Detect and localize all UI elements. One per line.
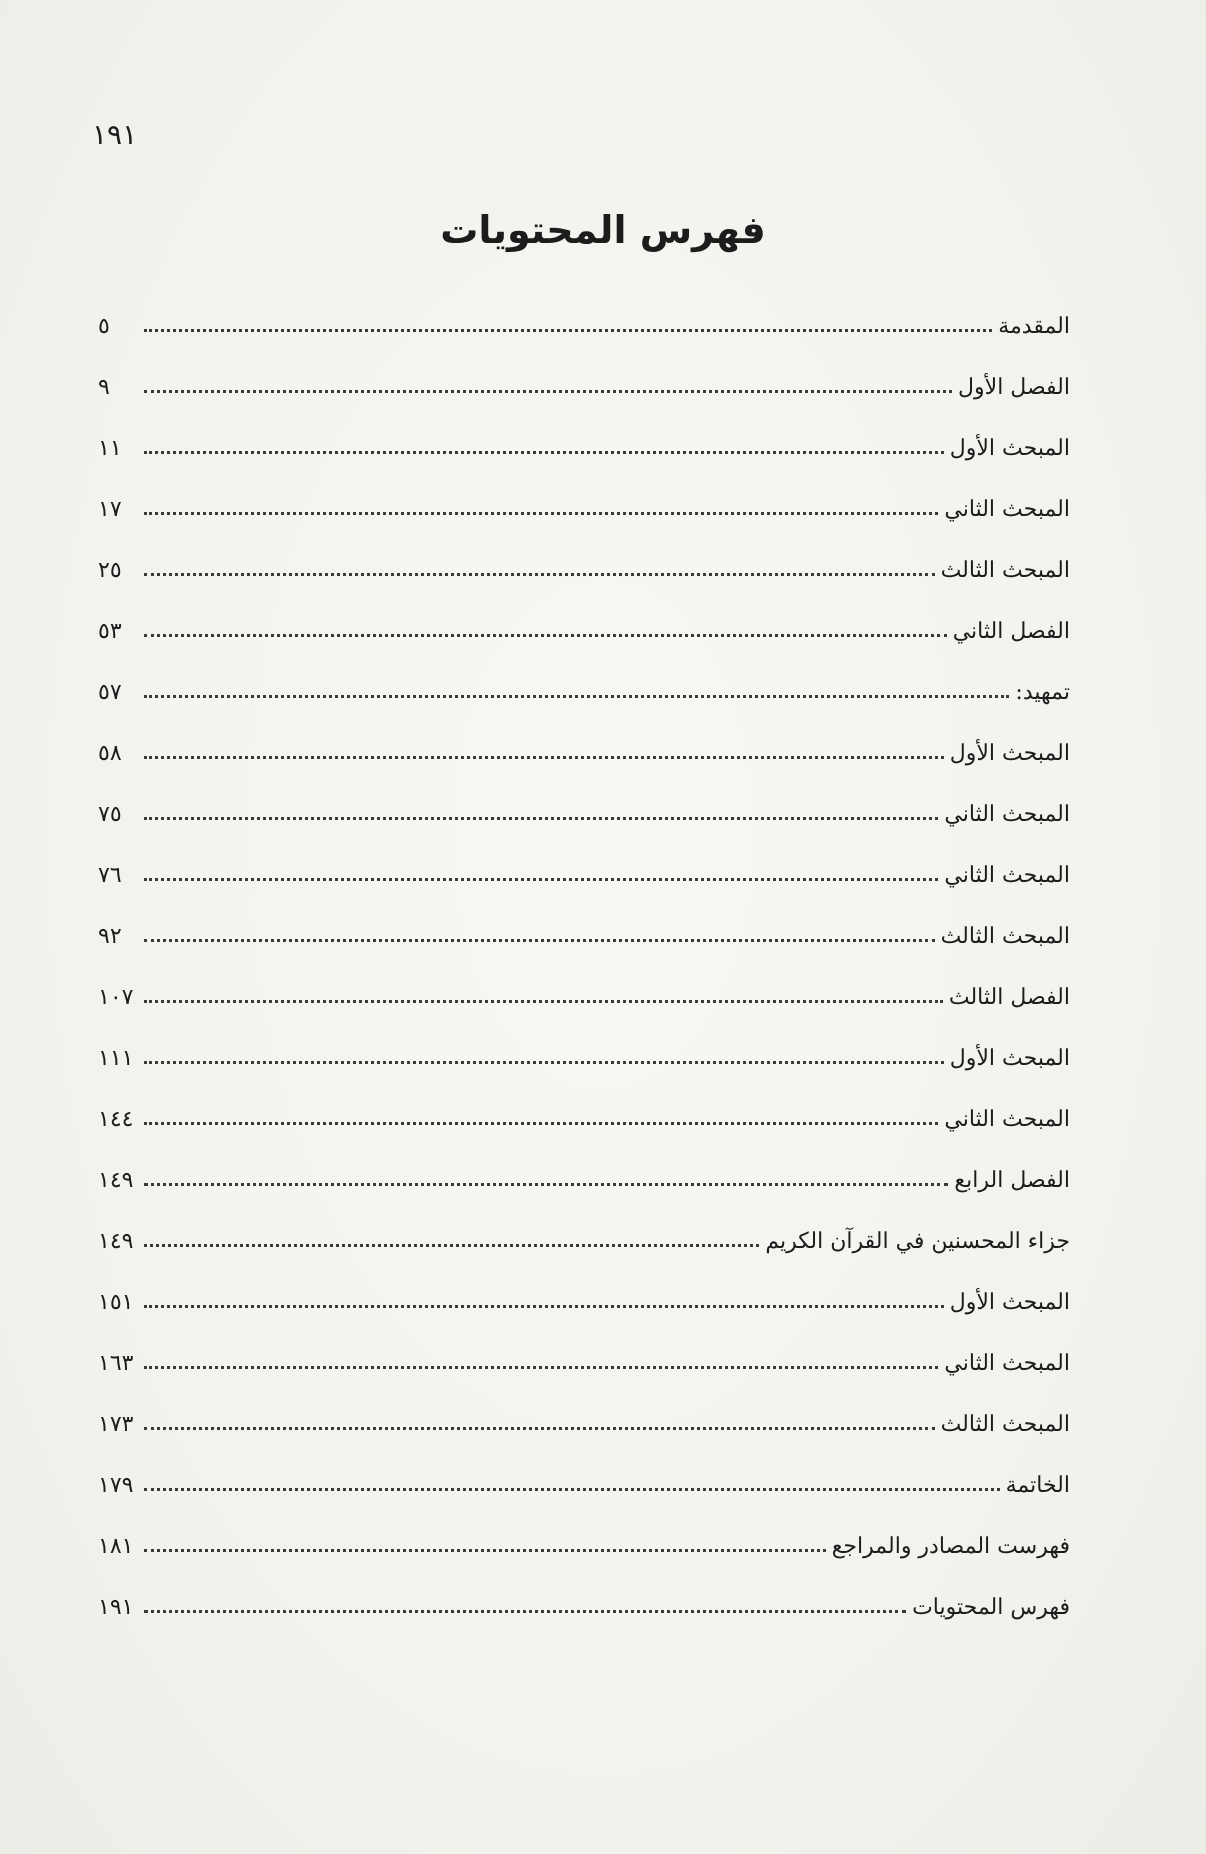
- toc-entry-page: ١٤٩: [98, 1229, 134, 1254]
- toc-dot-leader: [144, 1549, 826, 1552]
- toc-dot-leader: [144, 1366, 938, 1369]
- toc-entry: [98, 1193, 1070, 1254]
- toc-dot-leader: [144, 878, 938, 881]
- toc-dot-leader: [144, 1610, 906, 1613]
- toc-dot-leader: [144, 390, 952, 393]
- toc-entry: [98, 278, 1070, 339]
- table-of-contents: [98, 278, 1070, 1620]
- toc-entry-label: فهرست المصادر والمراجع: [831, 1534, 1070, 1559]
- toc-entry: [98, 461, 1070, 522]
- toc-entry-label: المبحث الثاني: [944, 802, 1070, 827]
- toc-entry-label: المبحث الأول: [949, 1046, 1070, 1071]
- toc-entry: [98, 1071, 1070, 1132]
- toc-entry-label: المبحث الثالث: [940, 924, 1070, 949]
- toc-entry: [98, 1559, 1070, 1620]
- toc-entry-page: ٧٦: [98, 863, 122, 888]
- toc-entry: [98, 1254, 1070, 1315]
- toc-dot-leader: [144, 1244, 759, 1247]
- toc-entry-label: المبحث الثالث: [940, 1412, 1070, 1437]
- toc-dot-leader: [144, 695, 1009, 698]
- toc-entry: [98, 583, 1070, 644]
- toc-entry: [98, 1315, 1070, 1376]
- toc-entry-label: فهرس المحتويات: [912, 1595, 1070, 1620]
- toc-entry-label: المبحث الثاني: [944, 1107, 1070, 1132]
- toc-entry-page: ٩٢: [98, 924, 122, 949]
- toc-entry-label: المبحث الثالث: [940, 558, 1070, 583]
- toc-entry-label: الفصل الثاني: [952, 619, 1070, 644]
- toc-entry-label: تمهيد:: [1015, 680, 1070, 705]
- toc-entry: [98, 705, 1070, 766]
- toc-entry-page: ٢٥: [98, 558, 122, 583]
- toc-entry: [98, 644, 1070, 705]
- toc-entry-label: الفصل الثالث: [948, 985, 1070, 1010]
- page-title: فهرس المحتويات: [440, 208, 766, 252]
- toc-entry: [98, 1376, 1070, 1437]
- toc-entry-page: ١١١: [98, 1046, 134, 1071]
- toc-dot-leader: [144, 573, 935, 576]
- toc-dot-leader: [144, 329, 992, 332]
- toc-entry-label: المبحث الثاني: [944, 1351, 1070, 1376]
- toc-dot-leader: [144, 939, 935, 942]
- toc-entry-label: المبحث الأول: [949, 436, 1070, 461]
- toc-dot-leader: [144, 512, 938, 515]
- toc-entry: [98, 1132, 1070, 1193]
- toc-entry-page: ٥٣: [98, 619, 122, 644]
- toc-entry-page: ١٧٣: [98, 1412, 134, 1437]
- toc-entry-page: ٥٨: [98, 741, 122, 766]
- toc-entry-label: جزاء المحسنين في القرآن الكريم: [765, 1229, 1070, 1254]
- toc-entry-page: ٥٧: [98, 680, 122, 705]
- toc-entry-page: ٥: [98, 314, 110, 339]
- toc-entry-page: ٧٥: [98, 802, 122, 827]
- toc-entry: [98, 522, 1070, 583]
- toc-dot-leader: [144, 1305, 944, 1308]
- toc-dot-leader: [144, 1000, 943, 1003]
- toc-dot-leader: [144, 1183, 948, 1186]
- toc-entry-label: المبحث الثاني: [944, 497, 1070, 522]
- toc-dot-leader: [144, 1122, 938, 1125]
- toc-entry: [98, 949, 1070, 1010]
- toc-dot-leader: [144, 817, 938, 820]
- toc-entry-label: المبحث الأول: [949, 741, 1070, 766]
- toc-entry-label: المبحث الأول: [949, 1290, 1070, 1315]
- toc-entry: [98, 400, 1070, 461]
- toc-entry-label: المقدمة: [998, 314, 1070, 339]
- toc-entry-page: ١١: [98, 436, 122, 461]
- toc-entry: [98, 1437, 1070, 1498]
- toc-entry: [98, 1498, 1070, 1559]
- toc-entry-page: ١٠٧: [98, 985, 134, 1010]
- toc-entry: [98, 339, 1070, 400]
- toc-entry-page: ١٩١: [98, 1595, 134, 1620]
- toc-entry-page: ١٧٩: [98, 1473, 134, 1498]
- toc-entry: [98, 766, 1070, 827]
- toc-entry-page: ١٨١: [98, 1534, 134, 1559]
- page-number: ١٩١: [92, 118, 138, 151]
- toc-entry-label: الخاتمة: [1005, 1473, 1070, 1498]
- toc-entry: [98, 827, 1070, 888]
- toc-dot-leader: [144, 756, 944, 759]
- toc-entry-page: ١٥١: [98, 1290, 134, 1315]
- toc-entry-page: ١٤٩: [98, 1168, 134, 1193]
- toc-dot-leader: [144, 451, 944, 454]
- toc-entry: [98, 1010, 1070, 1071]
- toc-dot-leader: [144, 1488, 1000, 1491]
- toc-dot-leader: [144, 634, 947, 637]
- toc-entry-label: الفصل الأول: [958, 375, 1070, 400]
- toc-entry-label: الفصل الرابع: [954, 1168, 1070, 1193]
- toc-dot-leader: [144, 1427, 935, 1430]
- toc-entry-page: ٩: [98, 375, 110, 400]
- toc-entry-page: ١٦٣: [98, 1351, 134, 1376]
- toc-entry-page: ١٤٤: [98, 1107, 134, 1132]
- toc-dot-leader: [144, 1061, 944, 1064]
- toc-entry-page: ١٧: [98, 497, 122, 522]
- toc-entry-label: المبحث الثاني: [944, 863, 1070, 888]
- toc-entry: [98, 888, 1070, 949]
